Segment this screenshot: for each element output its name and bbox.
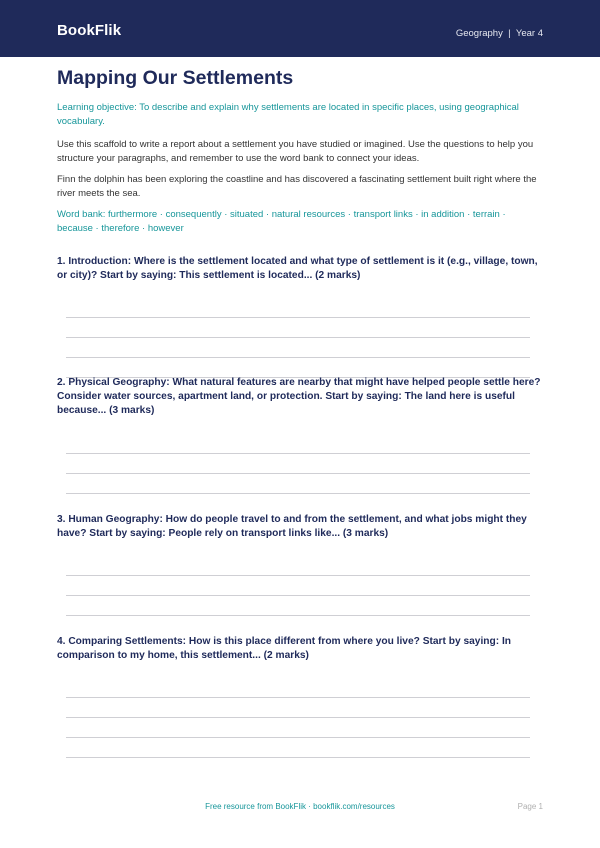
page-title: Mapping Our Settlements [57, 67, 294, 89]
question-4-text: 4. Comparing Settlements: How is this place different from where you live? Start by saying: In comparison to my home, this settlement... (2 marks) [57, 636, 512, 661]
question-1-text: 1. Introduction: Where is the settlement located and what type of settlement is it (e.g., village, town, or city)? Start by saying: This settlement is located... (2 marks) [57, 256, 538, 281]
question-1 [57, 255, 543, 283]
answer-line-q1-2[interactable] [66, 337, 530, 338]
header-separator: | [508, 28, 511, 39]
answer-line-q2-1[interactable] [66, 453, 530, 454]
answer-line-q4-4[interactable] [66, 757, 530, 758]
answer-line-q4-2[interactable] [66, 717, 530, 718]
question-4 [57, 635, 543, 663]
question-2 [57, 376, 543, 418]
answer-line-q1-1[interactable] [66, 317, 530, 318]
answer-line-q4-3[interactable] [66, 737, 530, 738]
answer-line-q3-1[interactable] [66, 575, 530, 576]
page-header [0, 0, 600, 57]
footer-credit: Free resource from BookFlik · bookflik.com/resources [205, 802, 395, 811]
answer-line-q1-3[interactable] [66, 357, 530, 358]
question-3-text: 3. Human Geography: How do people travel to and from the settlement, and what jobs might they have? Start by saying: People rely on transport links like... (3 marks) [57, 514, 527, 539]
answer-line-q2-3[interactable] [66, 493, 530, 494]
header-subject: Geography [455, 28, 503, 39]
brand-logo-text: BookFlik [57, 22, 122, 39]
answer-line-q3-2[interactable] [66, 595, 530, 596]
story-paragraph: Finn the dolphin has been exploring the coastline and has discovered a fascinating settlement built right where the river meets the sea. [57, 174, 537, 199]
intro-section [57, 62, 543, 235]
word-bank: Word bank: furthermore · consequently · situated · natural resources · transport links · in addition · terrain · because · therefore · however [57, 209, 506, 234]
header-subject-year [456, 28, 543, 39]
learning-objective: Learning objective: To describe and explain why settlements are located in specific places, using geographical vocabulary. [57, 102, 519, 127]
question-2-text: 2. Physical Geography: What natural features are nearby that might have helped people settle here? Consider water sources, apartment land, or protection. Start by saying: The land here is useful because... (3 marks) [57, 377, 541, 416]
answer-line-q4-1[interactable] [66, 697, 530, 698]
answer-line-q2-2[interactable] [66, 473, 530, 474]
instructions-paragraph: Use this scaffold to write a report about a settlement you have studied or imagined. Use the questions to help you structure your paragraphs, and remember to use the word bank to connect your ideas. [57, 139, 534, 164]
question-3 [57, 513, 543, 541]
page-number: Page 1 [517, 802, 543, 811]
answer-line-q3-3[interactable] [66, 615, 530, 616]
header-year: Year 4 [515, 28, 543, 39]
